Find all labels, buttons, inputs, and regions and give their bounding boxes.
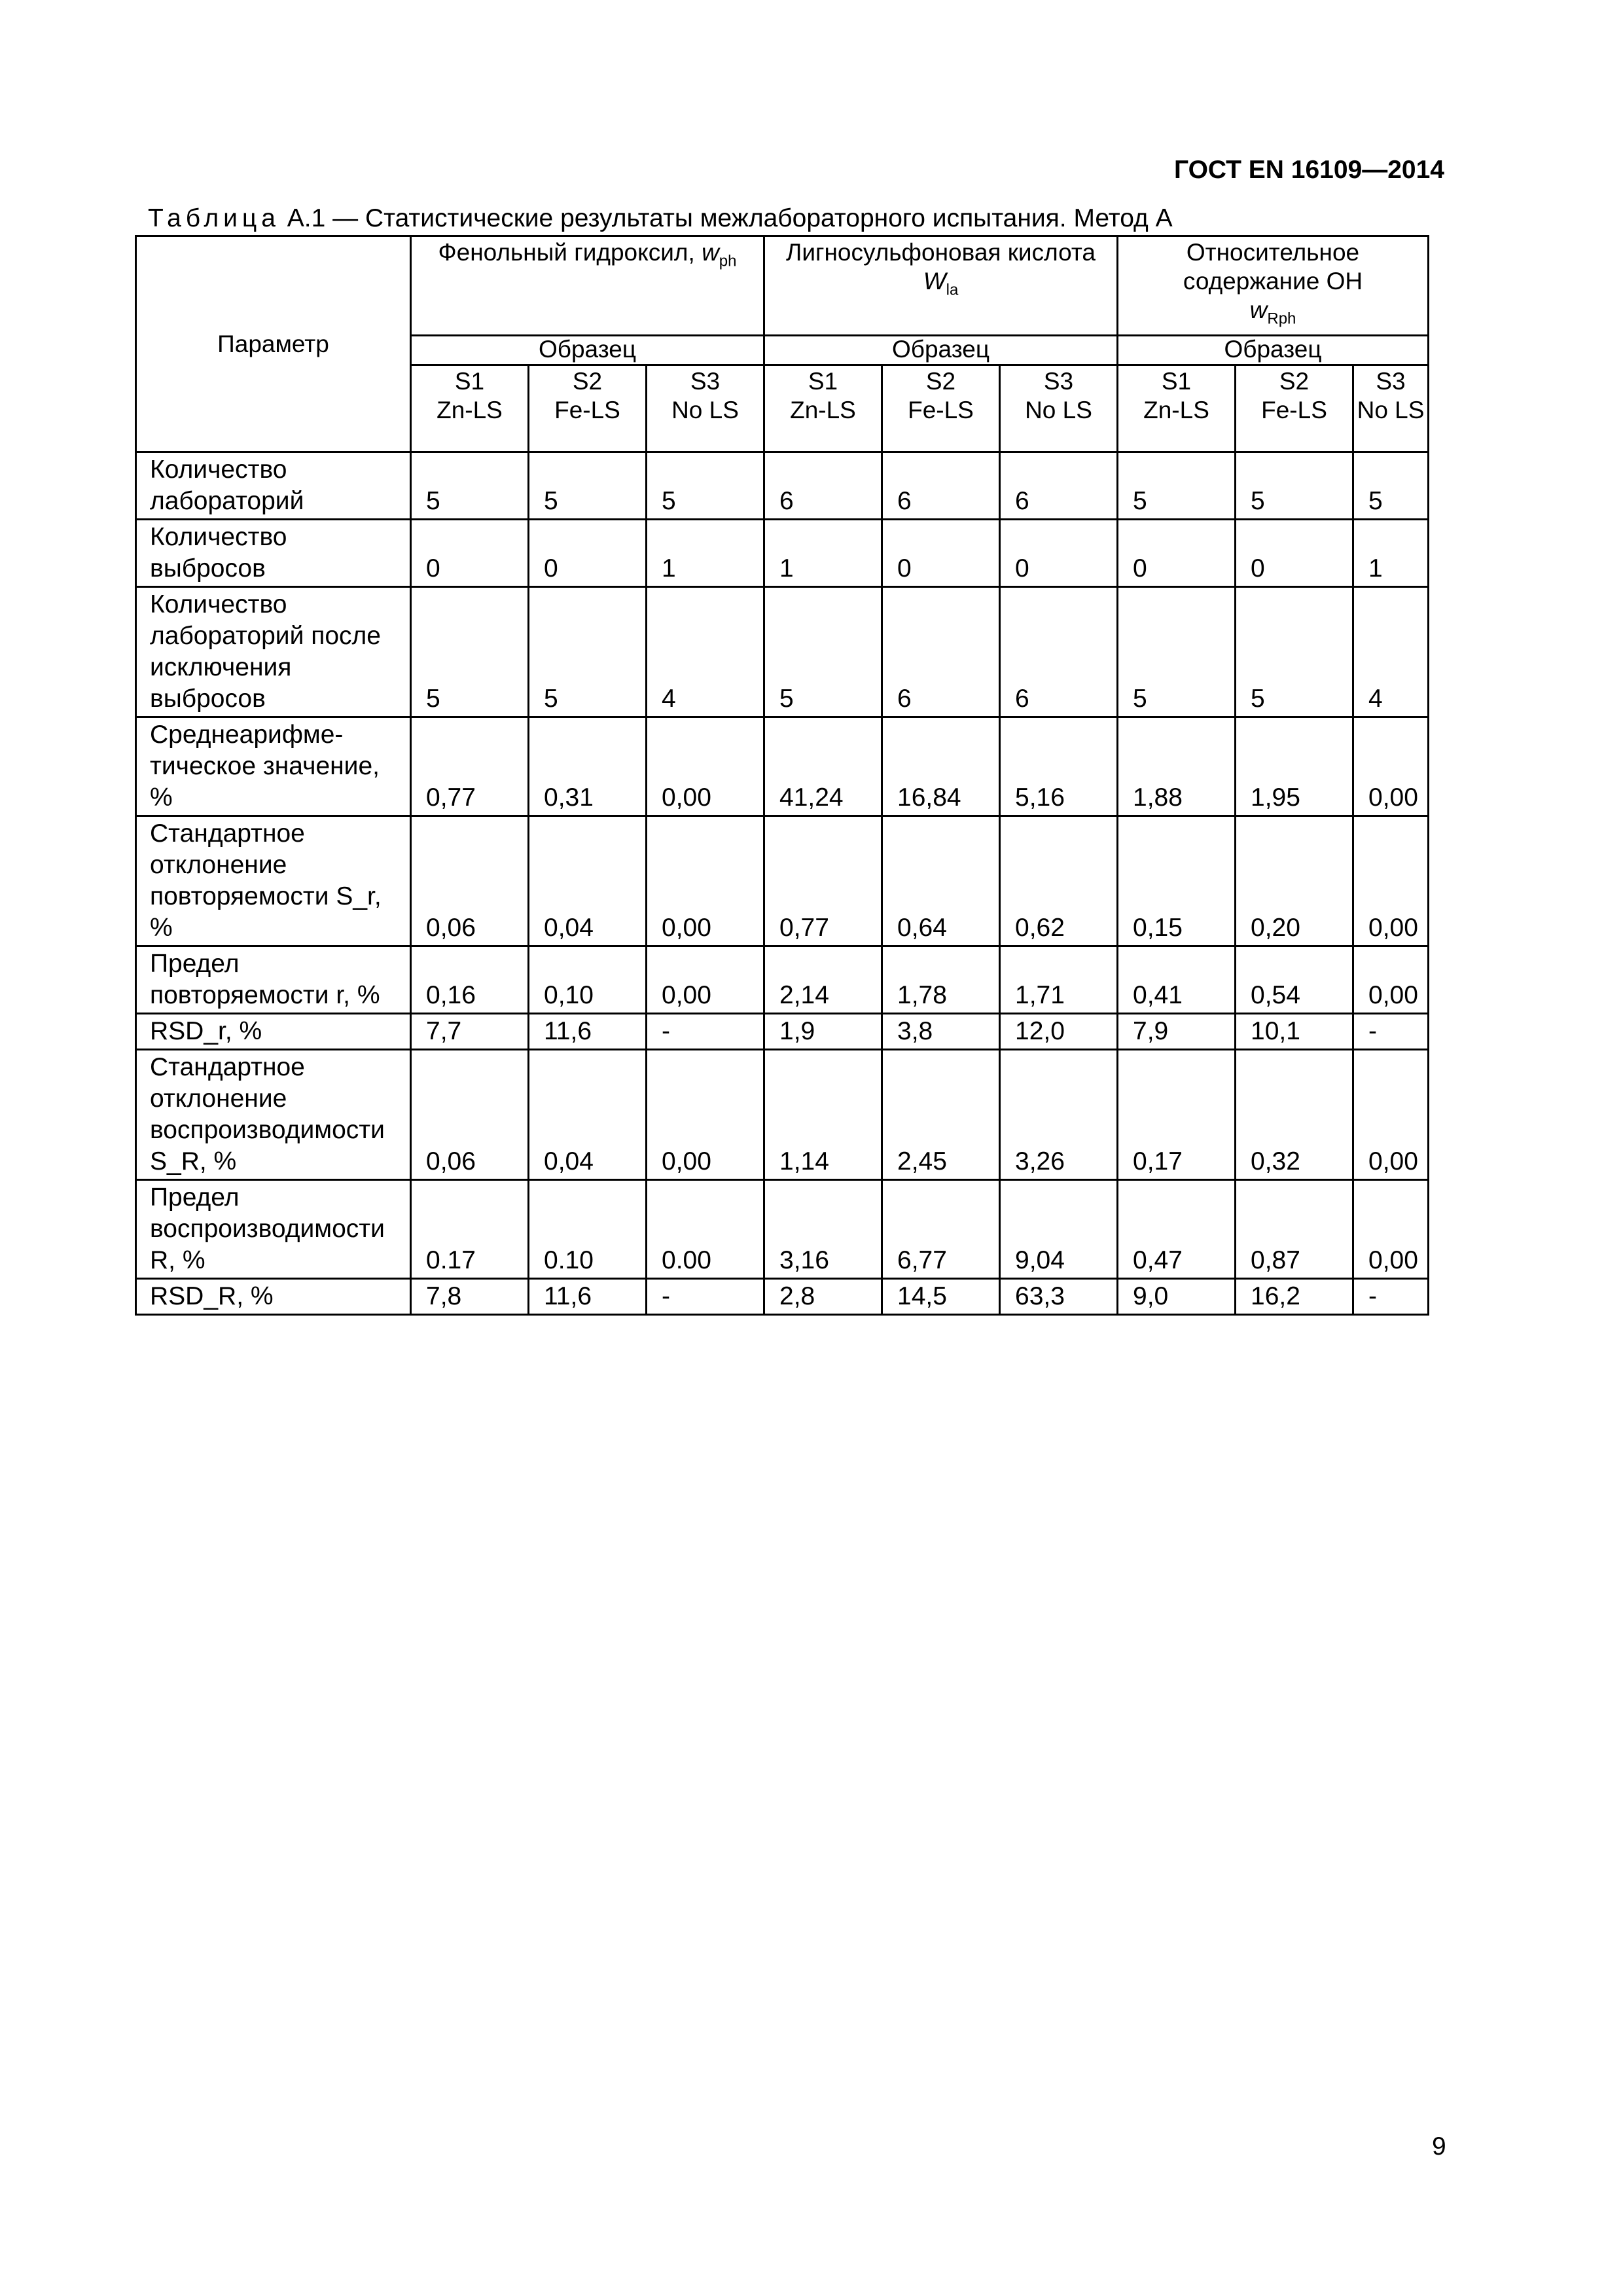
value-cell: 1,95 — [1236, 717, 1353, 816]
row-label: Стандартное отклонение повторяемости S_r, % — [136, 816, 411, 946]
value-cell: 0,77 — [764, 816, 882, 946]
value-cell: 0,00 — [647, 946, 764, 1014]
value-cell: 0,15 — [1118, 816, 1236, 946]
sample-code: S2 — [1279, 368, 1310, 395]
value-cell: 2,14 — [764, 946, 882, 1014]
sample-header — [1000, 365, 1118, 452]
value-cell: 1,71 — [1000, 946, 1118, 1014]
value-cell: 5 — [647, 452, 764, 520]
value-cell: 0,54 — [1236, 946, 1353, 1014]
value-cell: 0,06 — [411, 1050, 529, 1180]
caption-text: — Статистические результаты межлабораторного испытания. Метод А — [325, 204, 1173, 232]
value-cell: 11,6 — [529, 1279, 647, 1315]
sample-type: Fe-LS — [1261, 397, 1327, 424]
sample-type: Zn-LS — [1143, 397, 1209, 424]
sample-type: Zn-LS — [790, 397, 856, 424]
value-cell: 0 — [1118, 520, 1236, 587]
table-row — [136, 1014, 1429, 1050]
document-header: ГОСТ EN 16109—2014 — [1173, 156, 1444, 184]
value-cell: 0,00 — [1353, 946, 1429, 1014]
value-cell: 63,3 — [1000, 1279, 1118, 1315]
row-label: Предел воспроизводимости R, % — [136, 1180, 411, 1279]
value-cell: 6,77 — [882, 1180, 1000, 1279]
value-cell: 7,9 — [1118, 1014, 1236, 1050]
row-label: Количество выбросов — [136, 520, 411, 587]
value-cell: 5 — [529, 587, 647, 717]
value-cell: 0,31 — [529, 717, 647, 816]
row-label: Стандартное отклонение воспроизводимости S_R, % — [136, 1050, 411, 1180]
row-label: Среднеарифме-тическое значение, % — [136, 717, 411, 816]
table-row — [136, 587, 1429, 717]
value-cell: - — [1353, 1014, 1429, 1050]
sample-code: S2 — [572, 368, 603, 395]
value-cell: 0.17 — [411, 1180, 529, 1279]
value-cell: 1 — [764, 520, 882, 587]
value-cell: 0.10 — [529, 1180, 647, 1279]
value-cell: 0 — [882, 520, 1000, 587]
value-cell: 0,64 — [882, 816, 1000, 946]
value-cell: 2,8 — [764, 1279, 882, 1315]
row-label: Количество лабораторий — [136, 452, 411, 520]
value-cell: 0,04 — [529, 1050, 647, 1180]
value-cell: 4 — [1353, 587, 1429, 717]
sample-code: S1 — [1161, 368, 1192, 395]
sample-code: S1 — [454, 368, 485, 395]
sample-type: No LS — [1025, 397, 1092, 424]
param-header: Параметр — [136, 236, 411, 452]
sample-header — [882, 365, 1000, 452]
sample-header — [1236, 365, 1353, 452]
value-cell: 10,1 — [1236, 1014, 1353, 1050]
value-cell: 41,24 — [764, 717, 882, 816]
table-row — [136, 1050, 1429, 1180]
sample-code: S2 — [925, 368, 956, 395]
value-cell: 0.00 — [647, 1180, 764, 1279]
group-header-relative-oh: Относительное содержание ОН $w_{Rph}$ — [1118, 236, 1429, 336]
value-cell: 5 — [1236, 452, 1353, 520]
value-cell: 7,8 — [411, 1279, 529, 1315]
sample-label: Образец — [411, 336, 764, 365]
value-cell: 0 — [1000, 520, 1118, 587]
value-cell: 1,14 — [764, 1050, 882, 1180]
sample-code: S3 — [690, 368, 721, 395]
value-cell: 11,6 — [529, 1014, 647, 1050]
page-number: 9 — [1432, 2132, 1446, 2161]
value-cell: 6 — [764, 452, 882, 520]
row-label: RSD_r, % — [136, 1014, 411, 1050]
value-cell: 0,00 — [1353, 1050, 1429, 1180]
value-cell: 1,9 — [764, 1014, 882, 1050]
value-cell: 5 — [529, 452, 647, 520]
table-row — [136, 1180, 1429, 1279]
value-cell: 0,77 — [411, 717, 529, 816]
table-row — [136, 946, 1429, 1014]
value-cell: - — [647, 1014, 764, 1050]
value-cell: 0,62 — [1000, 816, 1118, 946]
sample-code: S3 — [1043, 368, 1074, 395]
sample-header — [1353, 365, 1429, 452]
table-row — [136, 816, 1429, 946]
value-cell: 3,16 — [764, 1180, 882, 1279]
value-cell: 5 — [411, 587, 529, 717]
value-cell: - — [1353, 1279, 1429, 1315]
value-cell: 0,47 — [1118, 1180, 1236, 1279]
value-cell: 6 — [882, 587, 1000, 717]
value-cell: 6 — [1000, 587, 1118, 717]
table-row — [136, 452, 1429, 520]
value-cell: 2,45 — [882, 1050, 1000, 1180]
table-row — [136, 717, 1429, 816]
table-row — [136, 1279, 1429, 1315]
value-cell: 1,88 — [1118, 717, 1236, 816]
sample-header — [411, 365, 529, 452]
value-cell: 16,84 — [882, 717, 1000, 816]
value-cell: 9,0 — [1118, 1279, 1236, 1315]
value-cell: 0,00 — [647, 816, 764, 946]
row-label: Предел повторяемости r, % — [136, 946, 411, 1014]
sample-header — [764, 365, 882, 452]
value-cell: 0,00 — [1353, 717, 1429, 816]
value-cell: 5 — [1236, 587, 1353, 717]
sample-type: Zn-LS — [437, 397, 503, 424]
value-cell: 14,5 — [882, 1279, 1000, 1315]
value-cell: 5 — [1118, 452, 1236, 520]
value-cell: 3,26 — [1000, 1050, 1118, 1180]
sample-type: Fe-LS — [908, 397, 974, 424]
value-cell: 0,10 — [529, 946, 647, 1014]
sample-type: No LS — [1357, 397, 1425, 424]
value-cell: 9,04 — [1000, 1180, 1118, 1279]
value-cell: 0,17 — [1118, 1050, 1236, 1180]
sample-label: Образец — [1118, 336, 1429, 365]
value-cell: 0 — [1236, 520, 1353, 587]
value-cell: 0,87 — [1236, 1180, 1353, 1279]
value-cell: 7,7 — [411, 1014, 529, 1050]
caption-id: А.1 — [287, 204, 326, 232]
value-cell: 0,04 — [529, 816, 647, 946]
sample-code: S1 — [808, 368, 838, 395]
value-cell: 16,2 — [1236, 1279, 1353, 1315]
value-cell: 0,20 — [1236, 816, 1353, 946]
value-cell: 0,00 — [647, 717, 764, 816]
value-cell: 5 — [1118, 587, 1236, 717]
value-cell: 0,00 — [1353, 1180, 1429, 1279]
value-cell: 5 — [764, 587, 882, 717]
sample-header — [647, 365, 764, 452]
value-cell: 0,32 — [1236, 1050, 1353, 1180]
sample-header — [529, 365, 647, 452]
value-cell: 1 — [647, 520, 764, 587]
group-header-phenolic: Фенольный гидроксил, $w_{ph}$ — [411, 236, 764, 336]
value-cell: 5 — [1353, 452, 1429, 520]
value-cell: - — [647, 1279, 764, 1315]
value-cell: 0,00 — [1353, 816, 1429, 946]
sample-type: No LS — [671, 397, 739, 424]
group-header-row — [136, 236, 1429, 336]
value-cell: 0,41 — [1118, 946, 1236, 1014]
value-cell: 1 — [1353, 520, 1429, 587]
value-cell: 3,8 — [882, 1014, 1000, 1050]
value-cell: 5 — [411, 452, 529, 520]
value-cell: 4 — [647, 587, 764, 717]
table-row — [136, 520, 1429, 587]
statistics-table — [135, 235, 1429, 1316]
table-body — [136, 452, 1429, 1315]
value-cell: 5,16 — [1000, 717, 1118, 816]
group-header-lignosulfonic: Лигносульфоновая кислота $W_{la}$ — [764, 236, 1118, 336]
value-cell: 1,78 — [882, 946, 1000, 1014]
value-cell: 6 — [882, 452, 1000, 520]
value-cell: 0 — [411, 520, 529, 587]
value-cell: 0 — [529, 520, 647, 587]
value-cell: 0,00 — [647, 1050, 764, 1180]
table-caption — [148, 204, 1173, 233]
value-cell: 0,16 — [411, 946, 529, 1014]
sample-type: Fe-LS — [554, 397, 620, 424]
sample-header — [1118, 365, 1236, 452]
row-label: Количество лабораторий после исключения выбросов — [136, 587, 411, 717]
row-label: RSD_R, % — [136, 1279, 411, 1315]
caption-label: Таблица — [148, 204, 280, 232]
sample-label: Образец — [764, 336, 1118, 365]
value-cell: 0,06 — [411, 816, 529, 946]
value-cell: 12,0 — [1000, 1014, 1118, 1050]
sample-code: S3 — [1376, 368, 1406, 395]
value-cell: 6 — [1000, 452, 1118, 520]
